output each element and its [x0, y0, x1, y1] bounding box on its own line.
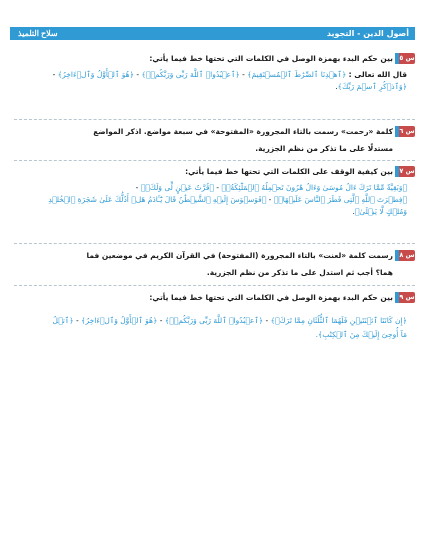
- question-text: كلمة «رحمت» رسمت بالتاء المجرورة «المفتوحة» في سبعة مواضع. اذكر المواضع مستدلًا على ما تذكر من نظم الجزرية.: [93, 127, 393, 153]
- question-5: [14, 53, 415, 93]
- verse: ﴿ٱعۡبُدُوا۟ ٱللَّهَ رَبِّى وَرَبَّكُمۡۚ﴾: [164, 316, 264, 325]
- verse: ﴿وَٱذۡكُرِ ٱسۡمَ رَبِّكَ﴾: [337, 82, 407, 91]
- question-text: بين كيفية الوقف على الكلمات التي تحتها خط فيما يأتي:: [185, 167, 393, 176]
- brand-logo: سلاح التلميذ: [18, 29, 58, 38]
- verse: ﴿ٱهۡدِنَا ٱلصِّرَٰطَ ٱلۡمُسۡتَقِيمَ﴾: [247, 70, 347, 79]
- question-number-tag: س ٦: [395, 126, 415, 137]
- verse: ﴿فِطۡرَتَ ٱللَّهِ ٱلَّتِى فَطَرَ ٱلنَّاسَ عَلَيۡهَاۚ﴾: [273, 195, 407, 204]
- question-number-tag: س ٨: [395, 250, 415, 261]
- divider: [14, 119, 415, 120]
- verse: ﴿إِن كَانَتَا ٱثۡنَتَيۡنِ فَلَهُمَا ٱلثُّلُثَانِ مِمَّا تَرَكَۚ﴾: [270, 316, 407, 325]
- question-text: بين حكم البدء بهمزة الوصل في الكلمات التي تحتها خط فيما يأتي:: [149, 54, 393, 63]
- divider: [14, 160, 415, 161]
- verse: مَآ أُوحِىَ إِلَيۡكَ مِنَ ٱلۡكِتَٰبِ﴾.: [315, 330, 407, 339]
- verse: ﴿هُوَ ٱلۡأَوَّلُ وَٱلۡءَاخِرُ﴾: [57, 70, 134, 79]
- verse-prefix: قال الله تعالى :: [348, 70, 407, 79]
- verse: ﴿فَوَسۡوَسَ إِلَيۡهِ ٱلشَّيۡطَٰنُ قَالَ يَٰٓـَٔادَمُ هَلۡ أَدُلُّكَ عَلَىٰ شَجَرَةِ ٱلۡخُلۡدِ: [48, 195, 267, 204]
- question-7: [14, 166, 415, 218]
- verses-block: قال الله تعالى : ﴿ٱهۡدِنَا ٱلصِّرَٰطَ ٱلۡمُسۡتَقِيمَ﴾ - ﴿ٱعۡبُدُوا۟ ٱللَّهَ رَبِّى وَرَبَّكُمۡۚ﴾ - ﴿هُوَ ٱلۡأَوَّلُ وَٱلۡءَاخِرُ﴾ - ﴿وَٱذۡكُرِ ٱسۡمَ رَبِّكَ﴾.: [52, 70, 407, 91]
- question-6: [14, 126, 415, 154]
- question-9: [14, 292, 415, 343]
- question-text: بين حكم البدء بهمزة الوصل في الكلمات التي تحتها خط فيما يأتي:: [149, 293, 393, 302]
- verse: وَمُلۡكٍ لَّا يَبۡلَىٰ﴾: [354, 207, 407, 216]
- verse: ﴿هُوَ ٱلۡأَوَّلُ وَٱلۡءَاخِرُ﴾: [81, 316, 158, 325]
- question-8: [14, 250, 415, 278]
- divider: [14, 285, 415, 286]
- question-number-tag: س ٧: [395, 166, 415, 177]
- verses-block: ﴿وَبَقِيَّةٌ مِّمَّا تَرَكَ ءَالُ مُوسَىٰ وَءَالُ هَٰرُونَ تَحۡمِلُهُ ٱلۡمَلَٰٓئِكَةُۚ﴾ - ﴿قُرَّتُ عَيۡنٍ لِّى وَلَكَۖ﴾ - ﴿فِطۡرَتَ ٱللَّهِ ٱلَّتِى فَطَرَ ٱلنَّاسَ عَلَيۡهَاۚ﴾ - ﴿فَوَسۡوَسَ إِلَيۡهِ ٱلشَّيۡطَٰنُ قَالَ يَٰٓـَٔادَمُ هَلۡ أَدُلُّكَ عَلَىٰ شَجَرَةِ ٱلۡخُلۡدِ وَمُلۡكٍ لَّا يَبۡلَىٰ﴾.: [48, 183, 407, 216]
- section-title: أصول الدين - التجويد: [326, 29, 409, 38]
- divider: [14, 243, 415, 244]
- verse: ﴿قُرَّتُ عَيۡنٍ لِّى وَلَكَۖ﴾: [140, 183, 214, 192]
- question-number-tag: س ٩: [395, 292, 415, 303]
- question-number-tag: س ٥: [395, 53, 415, 64]
- question-text: رسمت كلمة «لعنت» بالتاء المجرورة (المفتوحة) في القرآن الكريم في موضعين فما هما؟ أجب ثم استدل على ما تذكر من نظم الجزرية.: [86, 251, 393, 277]
- verse: ﴿وَبَقِيَّةٌ مِّمَّا تَرَكَ ءَالُ مُوسَىٰ وَءَالُ هَٰرُونَ تَحۡمِلُهُ ٱلۡمَلَٰٓئِكَةُۚ﴾: [221, 183, 407, 192]
- verse: ﴿ٱتۡلُ: [52, 316, 74, 325]
- verse: ﴿ٱعۡبُدُوا۟ ٱللَّهَ رَبِّى وَرَبَّكُمۡۚ﴾: [141, 70, 240, 79]
- verses-block: ﴿إِن كَانَتَا ٱثۡنَتَيۡنِ فَلَهُمَا ٱلثُّلُثَانِ مِمَّا تَرَكَۚ﴾ - ﴿ٱعۡبُدُوا۟ ٱللَّهَ رَبِّى وَرَبَّكُمۡۚ﴾ - ﴿هُوَ ٱلۡأَوَّلُ وَٱلۡءَاخِرُ﴾ - ﴿ٱتۡلُ مَآ أُوحِىَ إِلَيۡكَ مِنَ ٱلۡكِتَٰبِ﴾.: [52, 316, 407, 339]
